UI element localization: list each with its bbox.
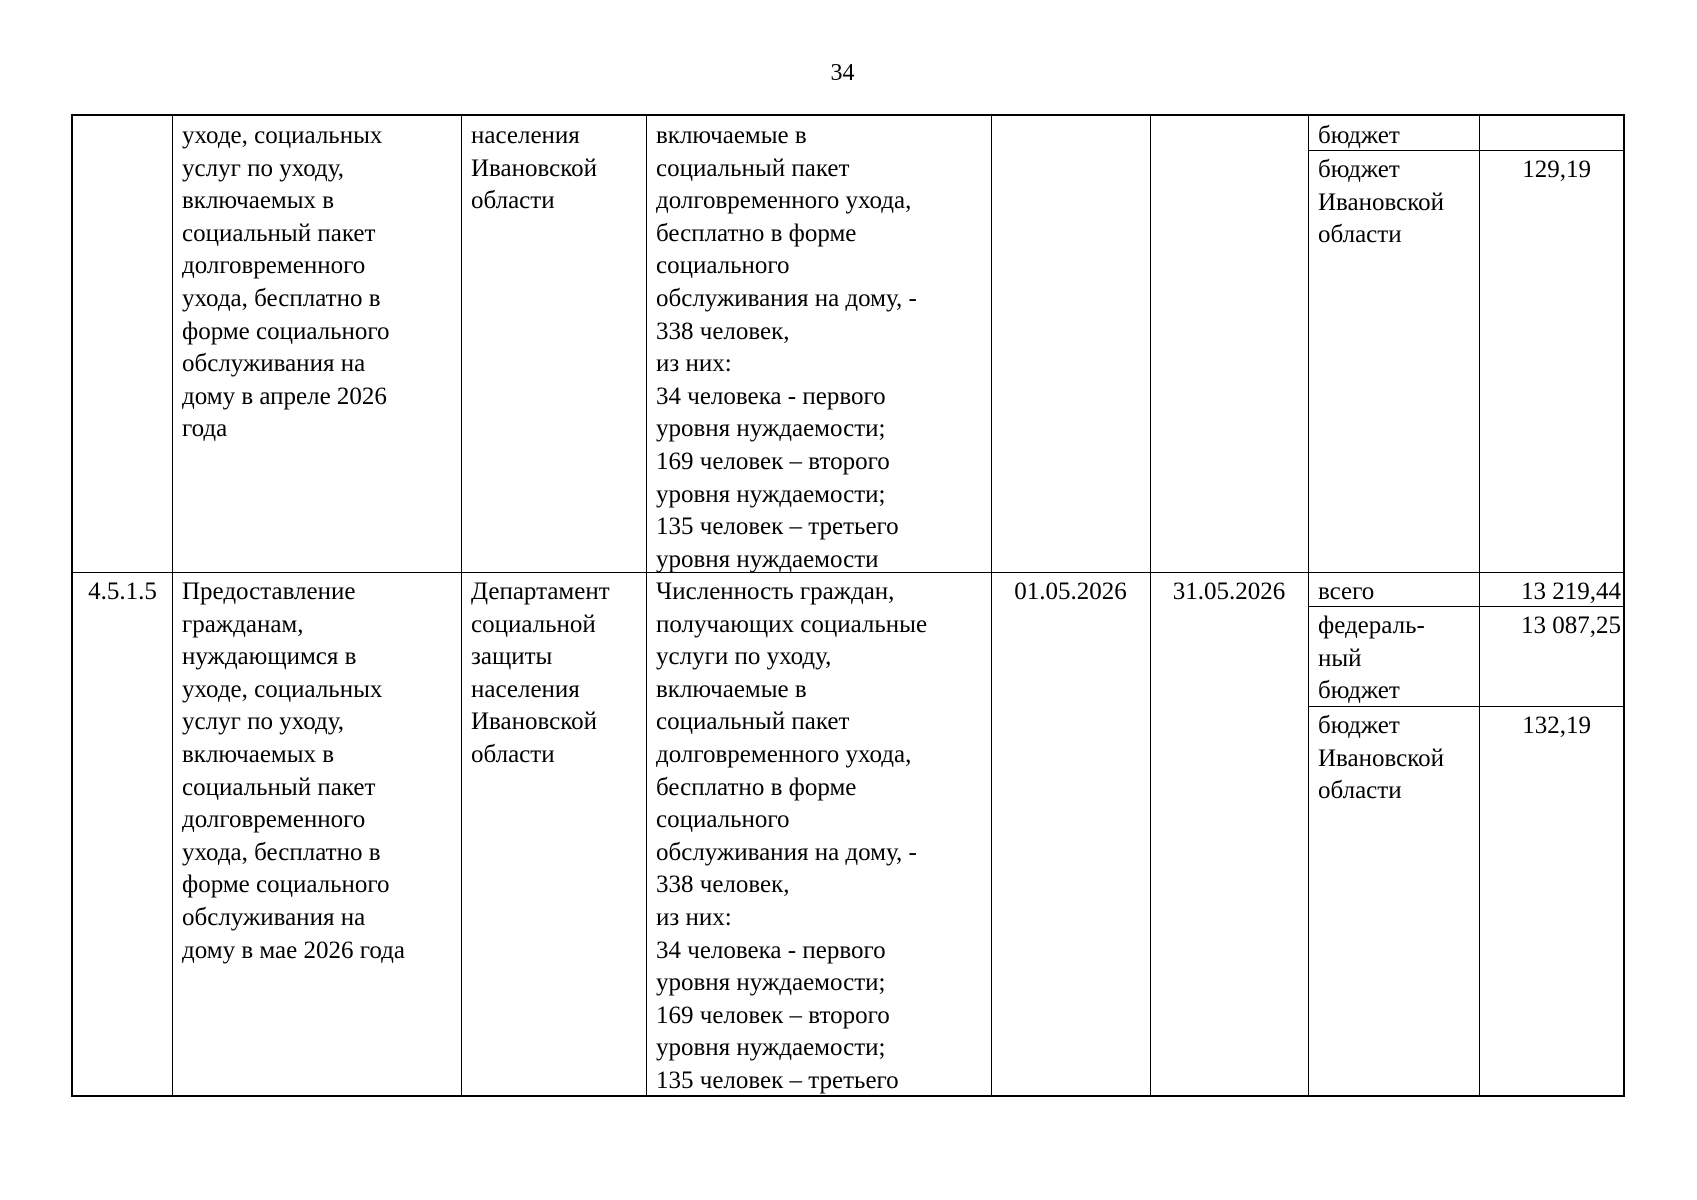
- funding-source-cell: бюджет Ивановской области: [1318, 712, 1445, 805]
- activity-name-cell: Предоставление гражданам, нуждающимся в уходе, социальных услуг по уходу, включаемых в социальный пакет долговременного ухода, бесплатно в форме социального обслуживания на дому в мае 2026 года: [182, 578, 405, 964]
- end-date-cell: 31.05.2026: [1172, 578, 1286, 605]
- data-table: [71, 114, 1625, 1097]
- table-row: [73, 572, 1623, 1095]
- executor-cell: населения Ивановской области: [471, 122, 598, 215]
- funding-amount-cell: 13 087,25: [1521, 612, 1621, 639]
- funding-amount-cell: [1479, 116, 1627, 150]
- indicator-cell: включаемые в социальный пакет долговременного ухода, бесплатно в форме социального обслуживания на дому, - 338 человек, из них: 34 человека - первого уровня нуждаемости; 169 человек – второго уровня нуждаемости; 135 человек – третьего уровня нуждаемости: [656, 122, 917, 572]
- funding-amount-cell: 132,19: [1522, 712, 1591, 739]
- page-number: 34: [830, 60, 855, 86]
- row-number-cell: [73, 116, 172, 572]
- activity-name-cell: уходе, социальных услуг по уходу, включаемых в социальный пакет долговременного ухода, бесплатно в форме социального обслуживания на дому в апреле 2026 года: [182, 122, 390, 443]
- executor-cell: Департамент социальной защиты населения Ивановской области: [471, 578, 610, 768]
- end-date-cell: [1150, 116, 1308, 572]
- funding-source-cell: бюджет: [1318, 122, 1400, 149]
- row-number-cell: 4.5.1.5: [88, 578, 157, 605]
- start-date-cell: [991, 116, 1150, 572]
- funding-amount-cell: 13 219,44: [1521, 578, 1621, 605]
- start-date-cell: 01.05.2026: [1014, 578, 1127, 605]
- funding-source-cell: федераль- ный бюджет: [1318, 612, 1425, 705]
- funding-source-cell: бюджет Ивановской области: [1318, 156, 1445, 249]
- table-row: [73, 116, 1623, 572]
- funding-source-cell: всего: [1318, 578, 1375, 605]
- indicator-cell: Численность граждан, получающих социальные услуги по уходу, включаемые в социальный пакет долговременного ухода, бесплатно в форме социального обслуживания на дому, - 338 человек, из них: 34 человека - первого уровня нуждаемости; 169 человек – второго уровня нуждаемости; 135 человек – третьего: [656, 578, 928, 1094]
- funding-amount-cell: 129,19: [1522, 156, 1591, 183]
